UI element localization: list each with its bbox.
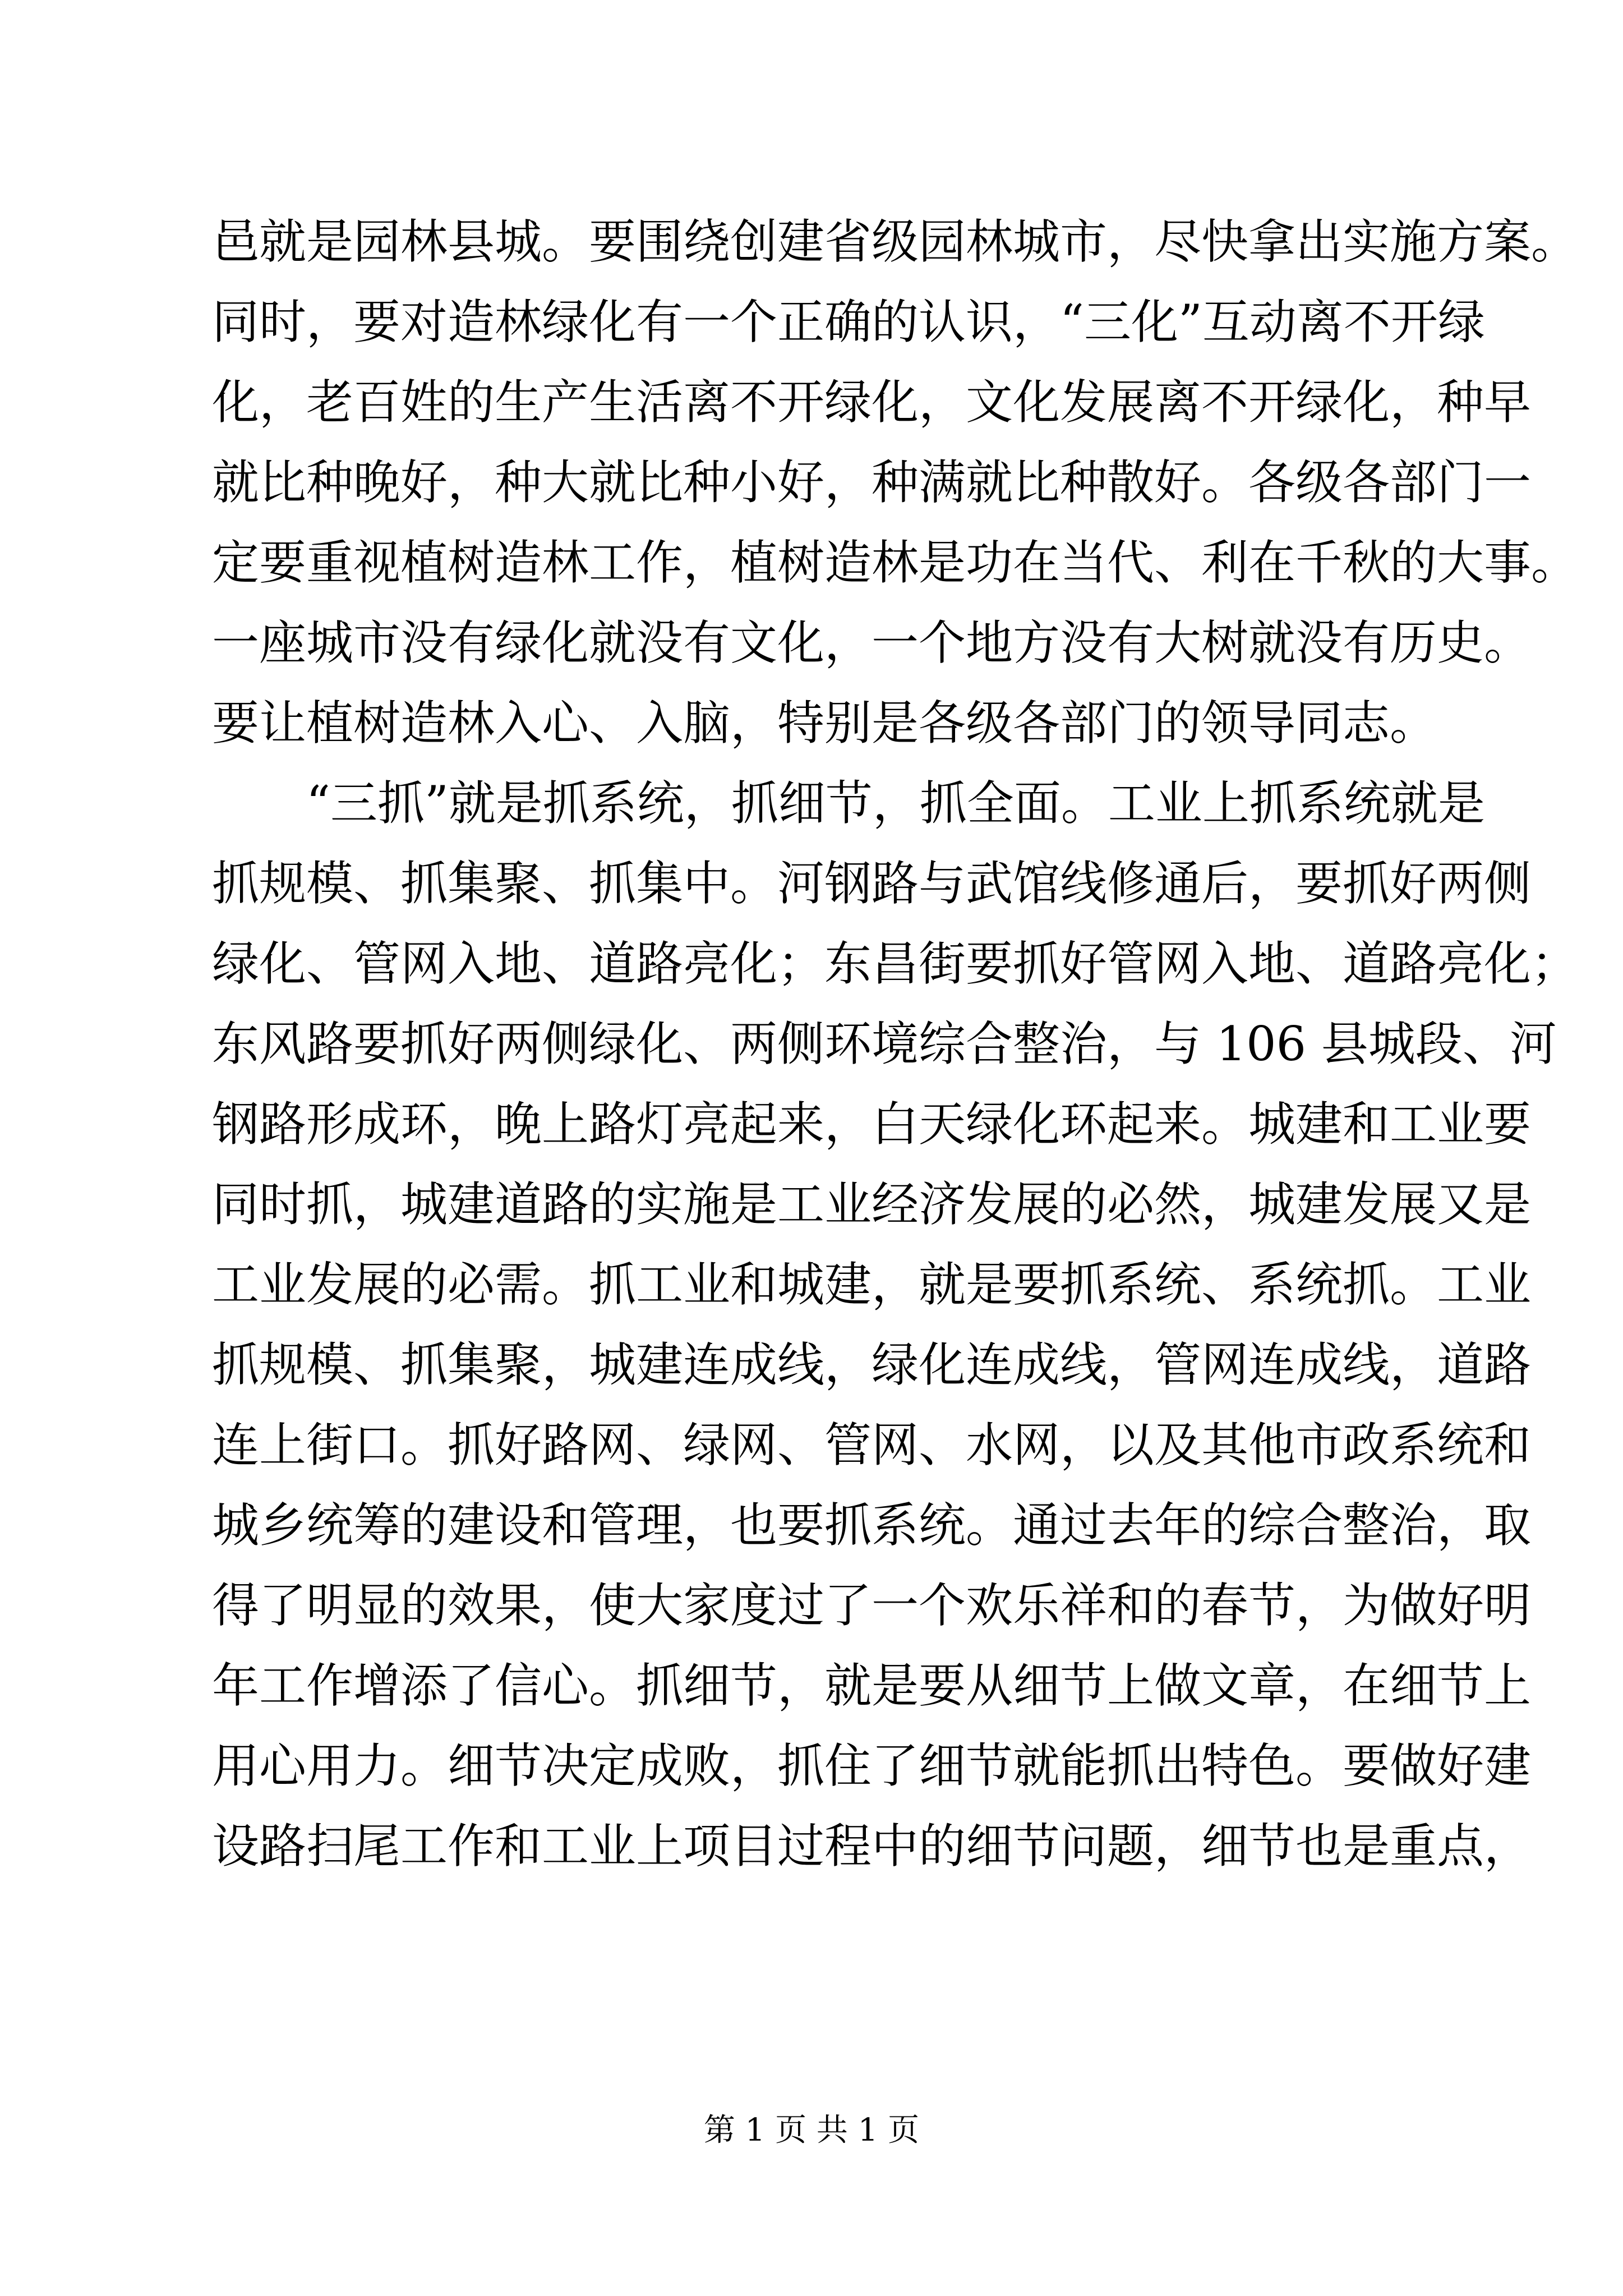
text-line: 抓规模、抓集聚、抓集中。河钢路与武馆线修通后，要抓好两侧 <box>212 856 1532 911</box>
text-line: 城乡统筹的建设和管理，也要抓系统。通过去年的综合整治，取 <box>212 1498 1532 1553</box>
text-line: 一座城市没有绿化就没有文化，一个地方没有大树就没有历史。 <box>212 615 1532 670</box>
text-line: 邑就是园林县城。要围绕创建省级园林城市，尽快拿出实施方案。 <box>212 214 1579 269</box>
text-line: 得了明显的效果，使大家度过了一个欢乐祥和的春节，为做好明 <box>212 1578 1532 1633</box>
page-number: 第 1 页 共 1 页 <box>703 2112 920 2148</box>
text-line: 同时，要对造林绿化有一个正确的认识，“三化”互动离不开绿 <box>212 295 1485 349</box>
text-line: 绿化、管网入地、道路亮化；东昌街要抓好管网入地、道路亮化； <box>212 936 1579 991</box>
text-line: 同时抓，城建道路的实施是工业经济发展的必然，城建发展又是 <box>212 1177 1532 1232</box>
text-line: 定要重视植树造林工作，植树造林是功在当代、利在千秋的大事。 <box>212 535 1579 590</box>
text-line: 用心用力。细节决定成败，抓住了细节就能抓出特色。要做好建 <box>212 1738 1532 1793</box>
text-line: 化，老百姓的生产生活离不开绿化，文化发展离不开绿化，种早 <box>212 375 1532 430</box>
text-line: 连上街口。抓好路网、绿网、管网、水网，以及其他市政系统和 <box>212 1418 1532 1473</box>
text-line: 设路扫尾工作和工业上项目过程中的细节问题，细节也是重点， <box>212 1819 1532 1874</box>
paragraph-first-line: “三抓”就是抓系统，抓细节，抓全面。工业上抓系统就是 <box>306 776 1485 831</box>
text-line: 年工作增添了信心。抓细节，就是要从细节上做文章，在细节上 <box>212 1658 1532 1713</box>
text-line: 钢路形成环，晚上路灯亮起来，白天绿化环起来。城建和工业要 <box>212 1097 1532 1152</box>
body-text <box>212 202 1579 1887</box>
text-line: 东风路要抓好两侧绿化、两侧环境综合整治，与 106 县城段、河 <box>212 1016 1557 1071</box>
text-line: 就比种晚好，种大就比种小好，种满就比种散好。各级各部门一 <box>212 455 1532 510</box>
text-line: 工业发展的必需。抓工业和城建，就是要抓系统、系统抓。工业 <box>212 1257 1532 1312</box>
text-line: 要让植树造林入心、入脑，特别是各级各部门的领导同志。 <box>212 696 1437 751</box>
page-footer <box>0 2108 1623 2153</box>
text-line: 抓规模、抓集聚，城建连成线，绿化连成线，管网连成线，道路 <box>212 1337 1532 1392</box>
